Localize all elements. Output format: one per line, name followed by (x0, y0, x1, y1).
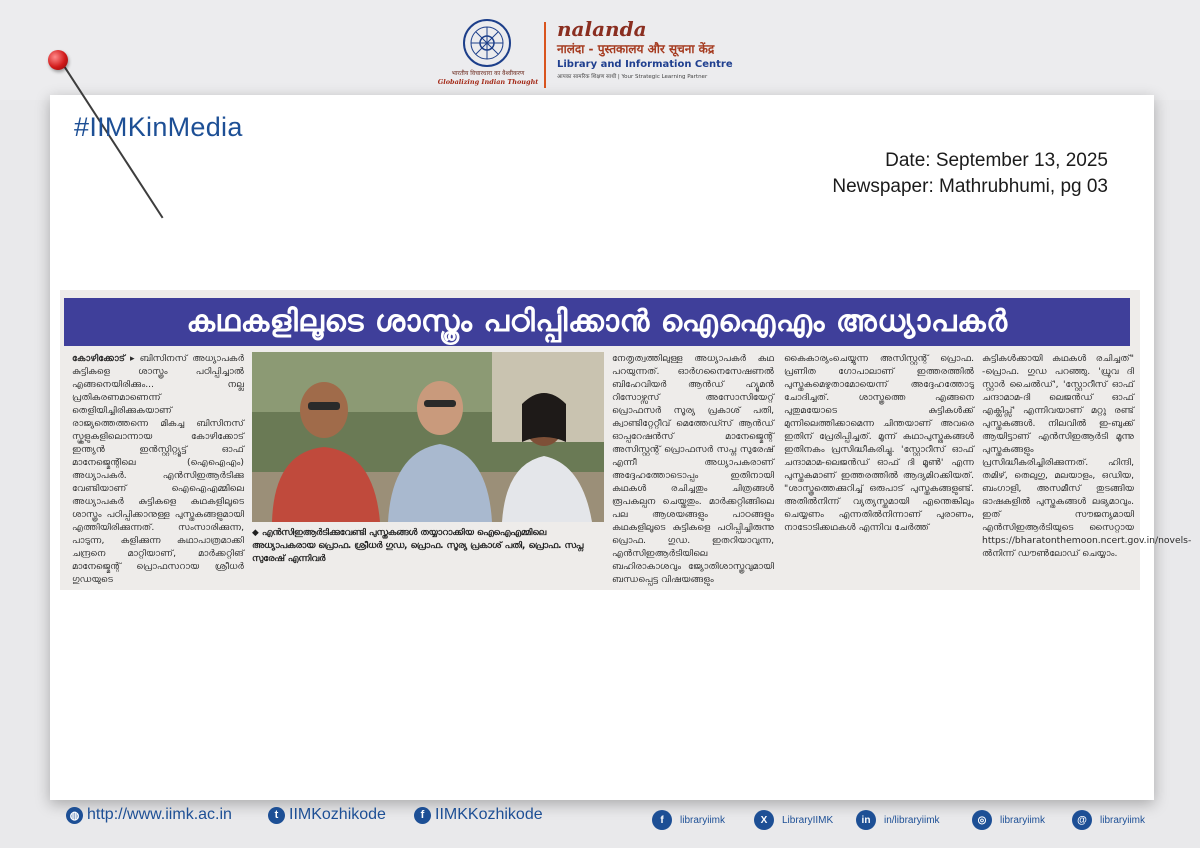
social-x-label: LibraryIIMK (782, 814, 834, 826)
footer-facebook: IIMKKozhikode (435, 806, 543, 823)
facebook-icon: f (414, 807, 431, 824)
globe-icon: ◍ (66, 807, 83, 824)
iimk-emblem-logo (462, 18, 512, 68)
article-column-5: കുട്ടികൾക്കായി കഥകൾ രചിച്ചത്" -പ്രൊഫ. ഗുഡ പറഞ്ഞു. 'ധ്രുവ ദി സ്റ്റാർ ചൈൽഡ്', 'സ്റ്റോറീസ് ഓഫ് ചന്ദാമാമ-ദി ലെജൻഡ് ഓഫ് എക്ലിപ്സ്' എന്നിവയാണ് മറ്റു രണ്ട് പുസ്തകങ്ങൾ. നിലവിൽ ഇ-ബുക്ക് ആയിട്ടാണ് എൻസിഇആർടി മൂന്നു പുസ്തകങ്ങളും പ്രസിദ്ധീകരിച്ചിരിക്കുന്നത്. ഹിന്ദി, തമിഴ്, തെലുഗു, മലയാളം, ഒഡിയ, ബംഗാളി, അസമീസ് തുടങ്ങിയ ഭാഷകളിൽ പുസ്തകങ്ങൾ ലഭ്യമാവും. ഇത് സൗജന്യമായി എൻസിഇആർടിയുടെ സൈറ്റായ https://bharatonthemoon.ncert.gov.in/novels-ൽനിന്ന് ഡൗൺലോഡ് ചെയ്യാം. (982, 353, 1192, 559)
facebook-icon: f (652, 810, 672, 830)
faculty-photo (252, 352, 604, 522)
social-instagram-link[interactable] (972, 810, 1045, 830)
social-instagram-label: libraryiimk (1000, 814, 1045, 826)
social-threads-link[interactable] (1072, 810, 1145, 830)
publication-date: Date: September 13, 2025 (885, 150, 1108, 171)
article-column-3: നേതൃത്വത്തിലുള്ള അധ്യാപകർ കഥ പറയുന്നത്. ഓർഗനൈസേഷണൽ ബിഹേവിയർ ആൻഡ് ഹ്യൂമൻ റിസോഴ്സസ് അസോസിയേറ്റ് പ്രൊഫസർ സൂര്യ പ്രകാശ് പതി, ക്വാണ്ടിറ്റേറ്റീവ് മെത്തേഡ്സ് ആൻഡ് ഓപ്പറേഷൻസ് മാനേജ്മെന്റ് അസിസ്റ്റന്റ് പ്രൊഫസർ സപ്ന സുരേഷ് എന്നീ അധ്യാപകരാണ് അദ്ദേഹത്തോടൊപ്പം ഇതിനായി കഥകൾ രചിച്ചതും ചിത്രങ്ങൾ രൂപകല്പന ചെയ്തതും. മാർക്കറ്റിങ്ങിലെ പല ആശയങ്ങളും പാഠങ്ങളും കഥകളിലൂടെ കുട്ടികളെ പഠിപ്പിച്ചിരുന്നു പ്രൊഫ. ഗുഡ. ഇതറിയാവുന്ന, എൻസിഇആർടിയിലെ ബഹിരാകാശവും ജ്യോതിശാസ്ത്രവുമായി ബന്ധപ്പെട്ട വിഷയങ്ങളും (612, 353, 774, 585)
newspaper-name: Newspaper: Mathrubhumi, pg 03 (832, 176, 1108, 197)
caption-bullet-icon: ◆ (252, 528, 262, 538)
photo-caption-text: എൻസിഇആർടിക്കുവേണ്ടി പുസ്തകങ്ങൾ തയ്യാറാക്കിയ ഐഐഎമ്മിലെ അധ്യാപകരായ പ്രൊഫ. ശ്രീധർ ഗുഡ, പ്രൊഫ. സൂര്യ പ്രകാശ് പതി, പ്രൊഫ. സപ്ന സുരേഷ് എന്നിവർ (252, 528, 584, 564)
nalanda-brand (557, 18, 797, 82)
emblem-caption (436, 70, 540, 86)
footer-website: http://www.iimk.ac.in (87, 806, 232, 823)
x-icon: X (754, 810, 774, 830)
hashtag-title: #IIMKinMedia (74, 112, 243, 142)
article-dateline: കോഴിക്കോട് (72, 353, 125, 364)
article-column-1-text: ബിസിനസ് അധ്യാപകർ കുട്ടികളെ ശാസ്ത്രം പഠിപ്പിച്ചാൽ എങ്ങനെയിരിക്കും... നല്ല പ്രതികരണമാണെന്ന് തെളിയിച്ചിരിക്കുകയാണ് രാജ്യത്തെത്തന്നെ മികച്ച ബിസിനസ് സ്കൂളുകളിലൊന്നായ കോഴിക്കോട് ഇന്ത്യൻ ഇൻസ്റ്റിറ്റ്യൂട്ട് ഓഫ് മാനേജ്മെന്റിലെ (ഐഐഎം) അധ്യാപകർ. എൻസിഇആർടിക്കു വേണ്ടിയാണ് ഐഐഎമ്മിലെ അധ്യാപകർ കുട്ടികളെ കഥകളിലൂടെ ശാസ്ത്രം പഠിപ്പിക്കാനുള്ള പുസ്തകങ്ങളുമായി എത്തിയിരിക്കുന്നത്. സംസാരിക്കുന്ന, പാടുന്ന, കളിക്കുന്ന കഥാപാത്രമാക്കി ചന്ദ്രനെ മാറ്റിയാണ്, മാർക്കറ്റിങ് മാനേജ്മെന്റ് പ്രൊഫസറായ ശ്രീധർ ഗുഡയുടെ (72, 353, 244, 585)
brand-strap: आपका सामरिक शिक्षण साथी | Your Strategic Learning Partner (557, 74, 708, 80)
photo-caption (252, 527, 604, 566)
brand-divider (544, 22, 546, 88)
footer-facebook-link[interactable] (414, 806, 543, 824)
dateline-arrow-icon: ▸ (129, 353, 140, 364)
social-facebook-link[interactable] (652, 810, 725, 830)
footer-website-link[interactable] (66, 806, 232, 824)
brand-hindi: नालंदा - पुस्तकालय और सूचना केंद्र (557, 42, 715, 56)
social-linkedin-link[interactable] (856, 810, 940, 830)
footer-twitter-link[interactable] (268, 806, 386, 824)
brand-name: nalanda (557, 17, 647, 41)
emblem-tagline: Globalizing Indian Thought (437, 78, 539, 86)
twitter-icon: t (268, 807, 285, 824)
pushpin-icon (48, 50, 68, 70)
social-linkedin-label: in/libraryiimk (884, 814, 940, 826)
social-x-link[interactable] (754, 810, 833, 830)
footer-twitter: IIMKozhikode (289, 806, 386, 823)
threads-icon: @ (1072, 810, 1092, 830)
article-column-1 (72, 352, 244, 586)
article-headline: കഥകളിലൂടെ ശാസ്ത്രം പഠിപ്പിക്കാൻ ഐഐഎം അധ്യാപകർ (64, 298, 1130, 346)
publication-meta (832, 148, 1108, 200)
article-column-4: കൈകാര്യംചെയ്യുന്ന അസിസ്റ്റന്റ് പ്രൊഫ. പ്രണിത ഗോപാലാണ് ഇത്തരത്തിൽ പുസ്തകമെഴുതാമോയെന്ന് അദ്ദേഹത്തോടു ചോദിച്ചത്. ശാസ്ത്രത്തെ എങ്ങനെ പുതുമയോടെ കുട്ടികൾക്ക് മുന്നിലെത്തിക്കാമെന്ന ചിന്തയാണ് അവരെ ഇതിന് പ്രേരിപ്പിച്ചത്. മൂന്ന് കഥാപുസ്തകങ്ങൾ ഇതിനകം പ്രസിദ്ധീകരിച്ചു. 'സ്റ്റോറീസ് ഓഫ് ചന്ദാമാമ-ലെജൻഡ് ഓഫ് ദി മൂൺ' എന്ന പുസ്തകമാണ് ഇത്തരത്തിൽ ആദ്യമിറക്കിയത്. "ശാസ്ത്രത്തെക്കുറിച്ച് ഒരുപാട് പുസ്തകങ്ങളുണ്ട്. അതിൽനിന്ന് വ്യത്യസ്തമായി എന്തെങ്കിലും ചെയ്യണം എന്നതിൽനിന്നാണ് പുരാണം, നാടോടിക്കഥകൾ എന്നിവ ചേർത്ത് (784, 353, 974, 533)
social-threads-label: libraryiimk (1100, 814, 1145, 826)
instagram-icon: ◎ (972, 810, 992, 830)
brand-english: Library and Information Centre (557, 59, 733, 70)
linkedin-icon: in (856, 810, 876, 830)
emblem-caption-hindi: भारतीय विचारधारा का वैश्वीकरण (451, 70, 525, 77)
social-facebook-label: libraryiimk (680, 814, 725, 826)
